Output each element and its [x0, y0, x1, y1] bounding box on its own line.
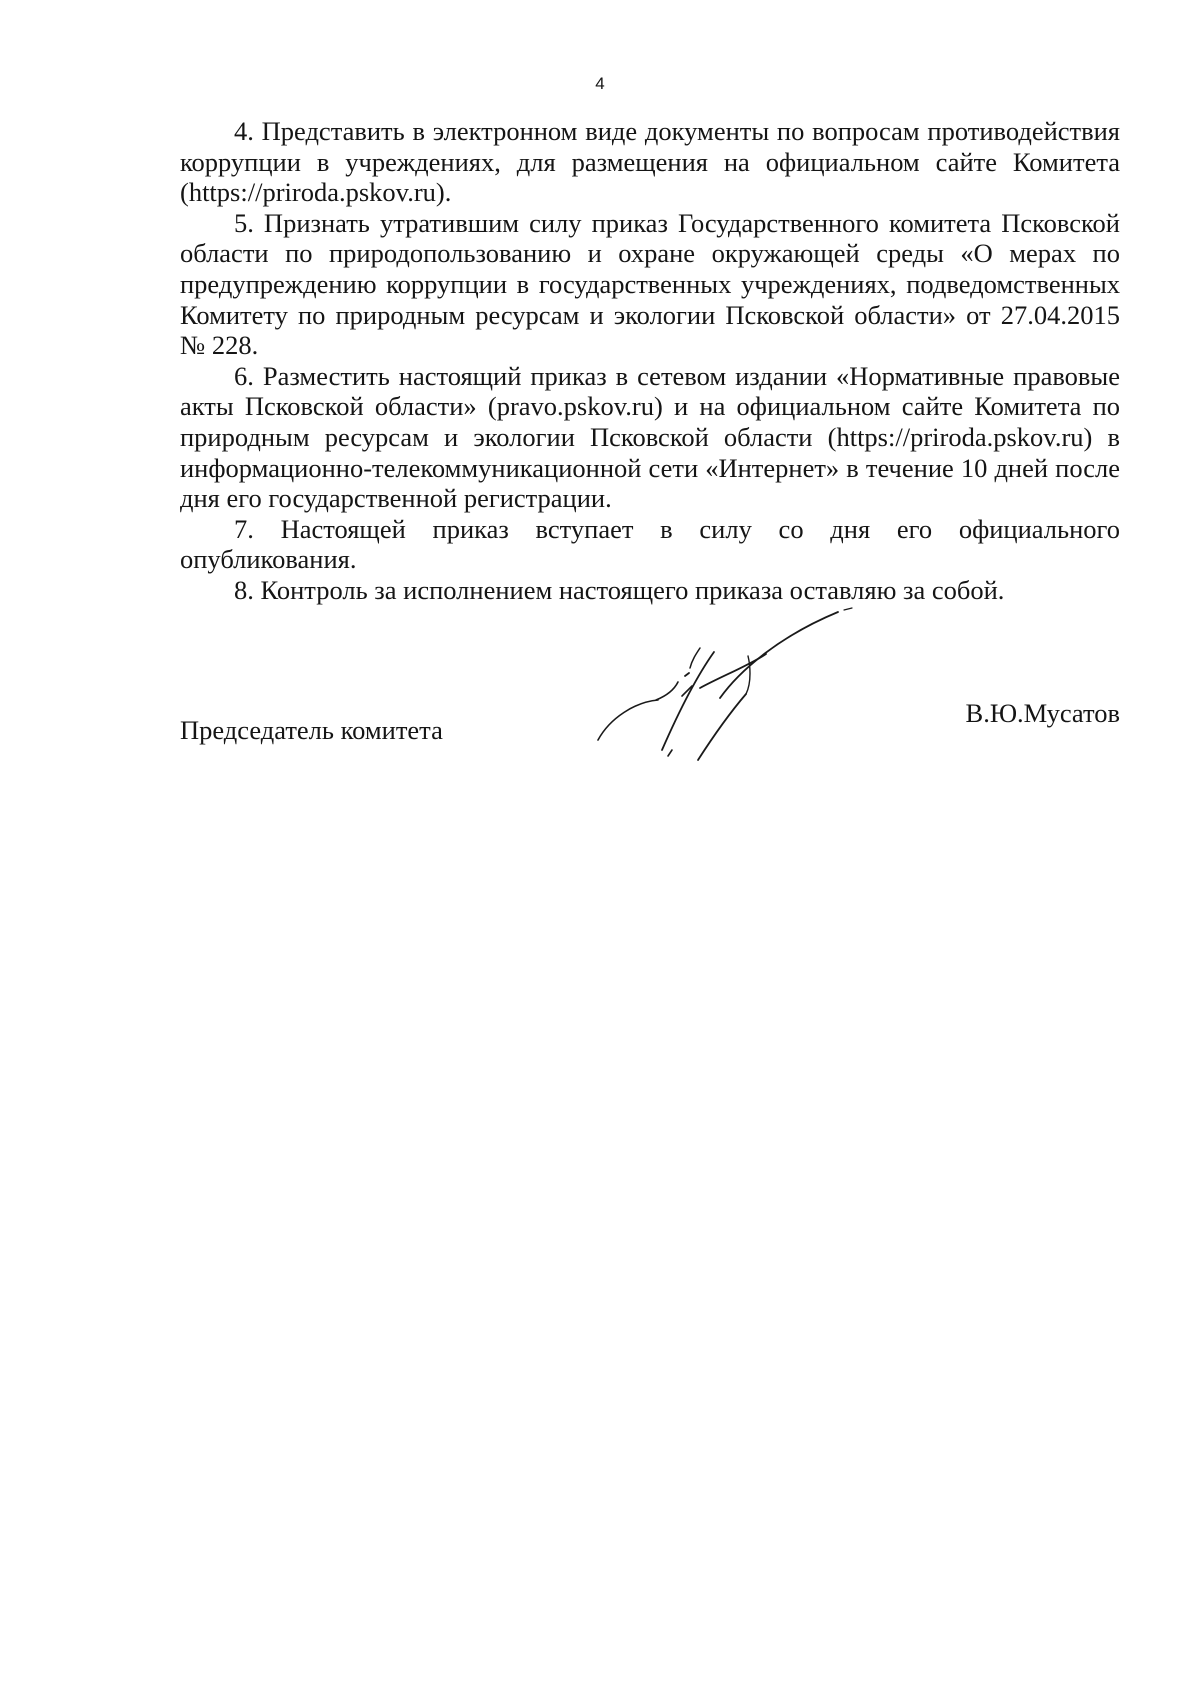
paragraph-8: 8. Контроль за исполнением настоящего приказа оставляю за собой. — [234, 574, 1005, 605]
handwritten-signature — [580, 600, 900, 820]
signature-block — [180, 690, 1120, 810]
paragraph-7: 7. Настоящей приказ вступает в силу со дня его официального опубликования. — [180, 513, 1120, 575]
paragraph-6: 6. Разместить настоящий приказ в сетевом издании «Нормативные правовые акты Псковской области» (pravo.pskov.ru) и на официальном сайте Комитета по природным ресурсам и экологии Псковской области (https://priroda.pskov.ru) в информационно-телекоммуникационной сети «Интернет» в течение 10 дней после дня его государственной регистрации. — [180, 360, 1120, 514]
signatory-name: В.Ю.Мусатов — [965, 698, 1120, 728]
page-number: 4 — [595, 74, 605, 93]
signatory-position: Председатель комитета — [180, 715, 443, 745]
paragraph-5: 5. Признать утратившим силу приказ Государственного комитета Псковской области по природопользованию и охране окружающей среды «О мерах по предупреждению коррупции в государственных учреждениях, подведомственных Комитету по природным ресурсам и экологии Псковской области» от 27.04.2015 № 228. — [180, 207, 1120, 361]
document-body — [180, 116, 1120, 606]
paragraph-4: 4. Представить в электронном виде документы по вопросам противодействия коррупции в учреждениях, для размещения на официальном сайте Комитета (https://priroda.pskov.ru). — [180, 116, 1120, 208]
